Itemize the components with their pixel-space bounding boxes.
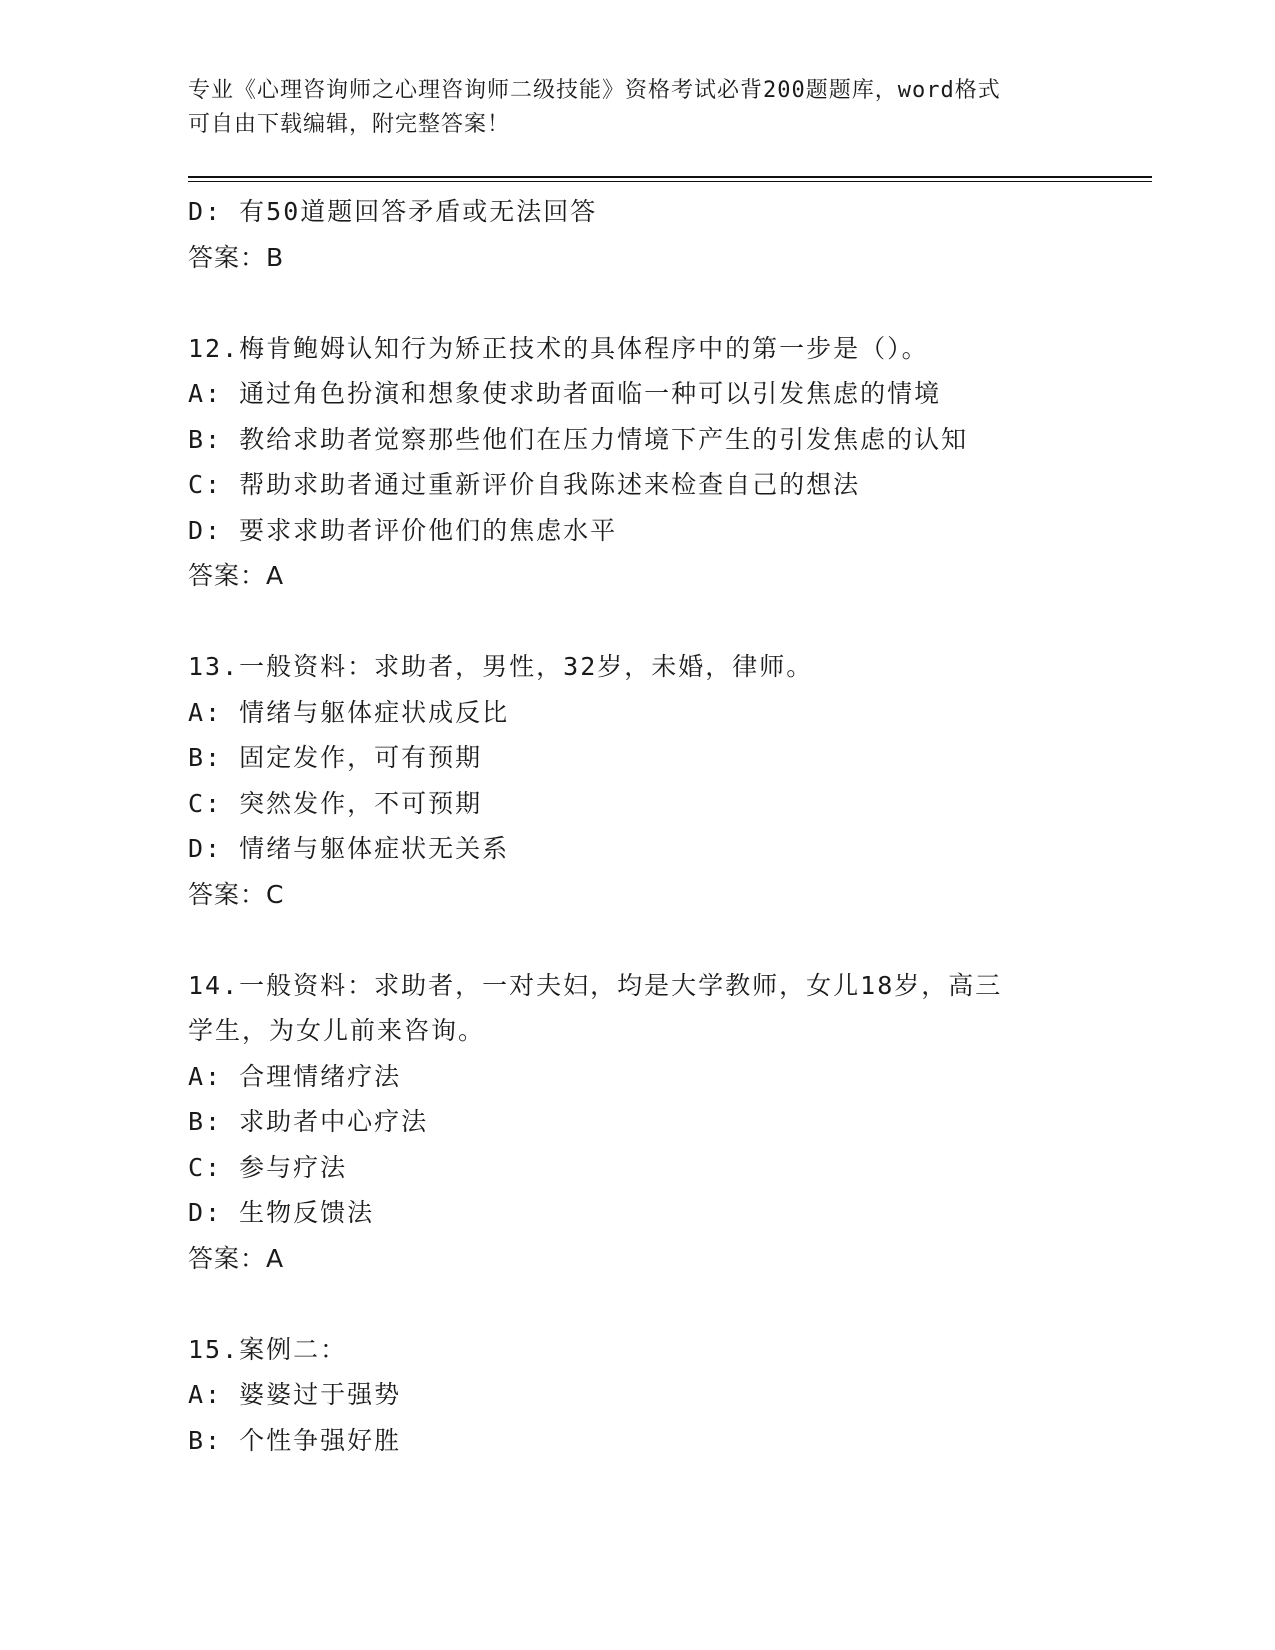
header-line-2: 可自由下载编辑，附完整答案！ [188, 112, 511, 137]
header-divider [188, 176, 1152, 182]
option-b: B: 个性争强好胜 [188, 1425, 402, 1455]
option-c: C: 参与疗法 [188, 1152, 348, 1182]
question-stem: 15.案例二： [188, 1334, 348, 1364]
document-header [188, 74, 1088, 142]
option-b: B: 教给求助者觉察那些他们在压力情境下产生的引发焦虑的认知 [188, 424, 969, 454]
question-15 [188, 1327, 1088, 1464]
option-b: B: 固定发作，可有预期 [188, 743, 483, 772]
spacer [188, 917, 1088, 963]
question-list [188, 189, 1088, 1463]
prev-option-d: D: 有50道题回答矛盾或无法回答 [188, 197, 598, 226]
spacer [188, 1281, 1088, 1327]
answer: 答案：A [188, 1243, 285, 1273]
option-a: A: 情绪与躯体症状成反比 [188, 697, 510, 727]
option-b: B: 求助者中心疗法 [188, 1107, 429, 1136]
spacer [188, 599, 1088, 645]
prev-answer: 答案：B [188, 242, 285, 272]
spacer [188, 280, 1088, 326]
question-stem: 12.梅肯鲍姆认知行为矫正技术的具体程序中的第一步是（）。 [188, 333, 929, 363]
option-d: D: 要求求助者评价他们的焦虑水平 [188, 515, 618, 545]
question-stem-line-2: 学生，为女儿前来咨询。 [188, 1016, 486, 1045]
option-c: C: 突然发作，不可预期 [188, 788, 483, 818]
answer: 答案：A [188, 561, 285, 590]
option-d: D: 情绪与躯体症状无关系 [188, 834, 510, 863]
option-a: A: 婆婆过于强势 [188, 1380, 402, 1409]
header-line-1: 专业《心理咨询师之心理咨询师二级技能》资格考试必背200题题库，word格式 [188, 78, 1001, 103]
option-c: C: 帮助求助者通过重新评价自我陈述来检查自己的想法 [188, 470, 861, 499]
option-a: A: 通过角色扮演和想象使求助者面临一种可以引发焦虑的情境 [188, 379, 942, 408]
question-13 [188, 644, 1088, 917]
question-14 [188, 963, 1088, 1282]
option-d: D: 生物反馈法 [188, 1198, 375, 1227]
answer: 答案：C [188, 879, 285, 909]
question-12 [188, 326, 1088, 599]
option-a: A: 合理情绪疗法 [188, 1061, 402, 1091]
question-stem-line-1: 14.一般资料：求助者，一对夫妇，均是大学教师，女儿18岁，高三 [188, 970, 1003, 1000]
question-stem: 13.一般资料：求助者，男性，32岁，未婚，律师。 [188, 652, 814, 681]
